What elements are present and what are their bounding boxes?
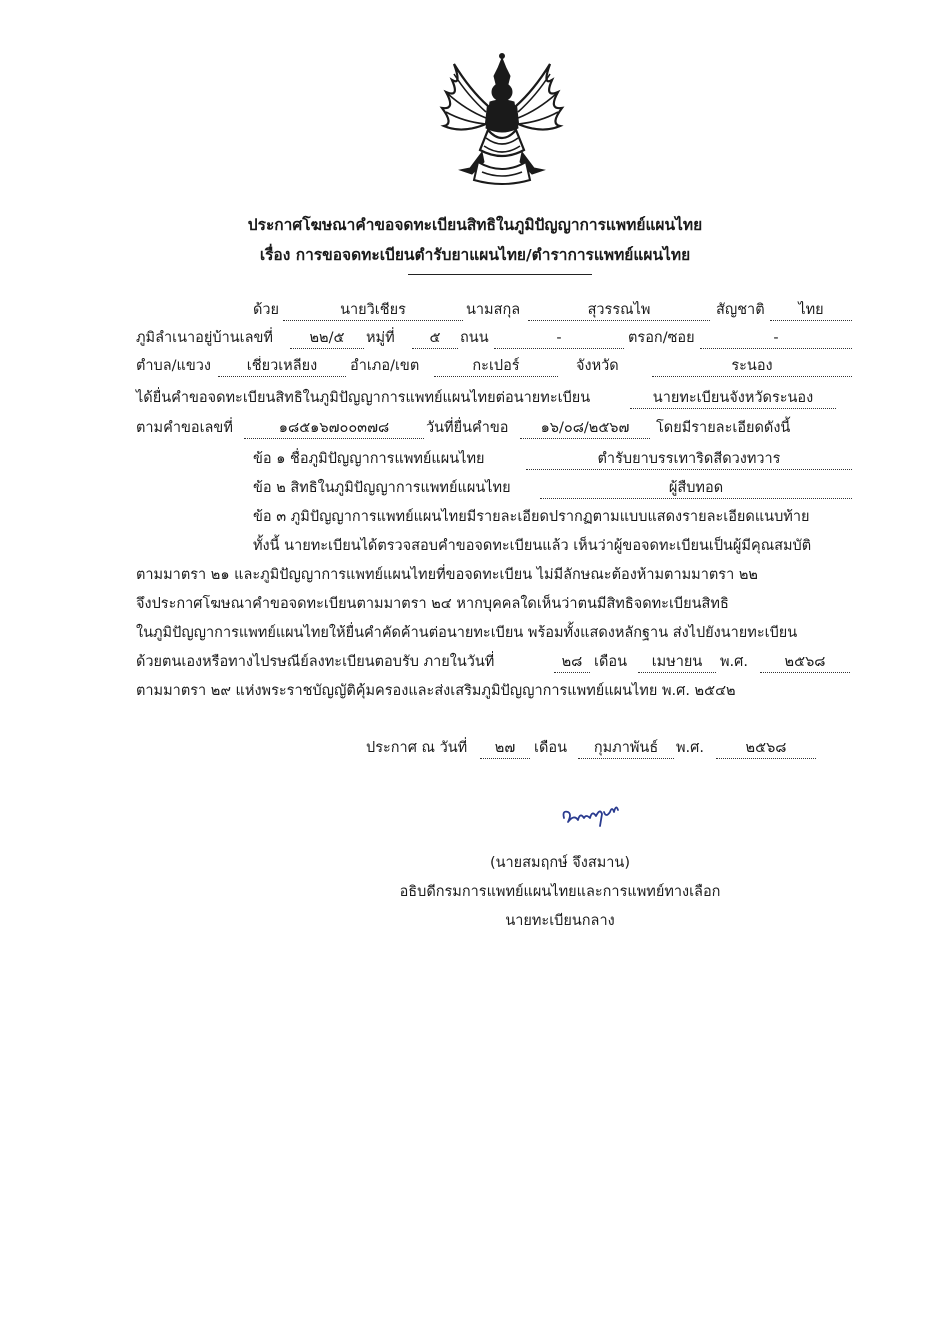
announce-day-field: ๒๗ [480, 738, 530, 759]
district-label: อำเภอ/เขต [350, 358, 420, 374]
deadline-day-field: ๒๘ [554, 652, 590, 673]
registrar-field: นายทะเบียนจังหวัดระนอง [630, 388, 836, 409]
item3-text: ข้อ ๓ ภูมิปัญญาการแพทย์แผนไทยมีรายละเอียดปรากฏตามแบบแสดงรายละเอียดแนบท้าย [253, 509, 810, 525]
subdistrict-label: ตำบล/แขวง [136, 358, 212, 374]
signatory-position: อธิบดีกรมการแพทย์แผนไทยและการแพทย์ทางเลือก [399, 884, 721, 900]
title-underline [408, 274, 592, 275]
body-line-4: ในภูมิปัญญาการแพทย์แผนไทยให้ยื่นคำคัดค้านต่อนายทะเบียน พร้อมทั้งแสดงหลักฐาน ส่งไปยังนายทะเบียน [136, 625, 798, 641]
announcement-title: ประกาศโฆษณาคำขอจดทะเบียนสิทธิในภูมิปัญญาการแพทย์แผนไทย [247, 216, 703, 234]
signatory-name: (นายสมฤกษ์ จึงสมาน) [489, 855, 631, 871]
subdistrict-field: เชี่ยวเหลียง [218, 356, 346, 377]
district-field: กะเปอร์ [434, 356, 558, 377]
soi-label: ตรอก/ซอย [628, 330, 695, 346]
details-text: โดยมีรายละเอียดดังนี้ [656, 420, 791, 436]
announce-month-field: กุมภาพันธ์ [578, 738, 674, 759]
handwritten-signature-icon [560, 800, 622, 832]
request-date-field: ๑๖/๐๘/๒๕๖๗ [520, 418, 650, 439]
item1-label: ข้อ ๑ ชื่อภูมิปัญญาการแพทย์แผนไทย [253, 451, 485, 467]
house-number-field: ๒๒/๕ [290, 328, 364, 349]
announce-year-field: ๒๕๖๘ [716, 738, 816, 759]
applicant-name-field: นายวิเชียร [283, 300, 463, 321]
road-field: - [494, 328, 624, 349]
request-number-field: ๑๘๕๑๖๗๐๐๓๗๘ [244, 418, 424, 439]
request-date-label: วันที่ยื่นคำขอ [426, 420, 509, 436]
province-label: จังหวัด [576, 358, 619, 374]
moo-label: หมู่ที่ [366, 330, 395, 346]
announce-month-label: เดือน [534, 740, 567, 756]
nationality-label: สัญชาติ [716, 302, 765, 318]
house-number-label: ภูมิลำเนาอยู่บ้านเลขที่ [136, 330, 273, 346]
soi-field: - [700, 328, 852, 349]
moo-field: ๕ [412, 328, 458, 349]
province-field: ระนอง [652, 356, 852, 377]
body-line-5: ด้วยตนเองหรือทางไปรษณีย์ลงทะเบียนตอบรับ ภายในวันที่ [136, 654, 495, 670]
body-line-3: จึงประกาศโฆษณาคำขอจดทะเบียนตามมาตรา ๒๔ หากบุคคลใดเห็นว่าตนมีสิทธิจดทะเบียนสิทธิ [136, 596, 729, 612]
body-line-6: ตามมาตรา ๒๙ แห่งพระราชบัญญัติคุ้มครองและส่งเสริมภูมิปัญญาการแพทย์แผนไทย พ.ศ. ๒๕๔๒ [136, 683, 736, 699]
deadline-month-label: เดือน [594, 654, 627, 670]
announcement-subject: เรื่อง การขอจดทะเบียนตำรับยาแผนไทย/ตำราการแพทย์แผนไทย [259, 246, 691, 264]
body-line-2: ตามมาตรา ๒๑ และภูมิปัญญาการแพทย์แผนไทยที่ขอจดทะเบียน ไม่มีลักษณะต้องห้ามตามมาตรา ๒๒ [136, 567, 758, 583]
surname-field: สุวรรณไพ [528, 300, 710, 321]
item1-field: ตำรับยาบรรเทาริดสีดวงทวาร [526, 449, 852, 470]
body-line-1: ทั้งนี้ นายทะเบียนได้ตรวจสอบคำขอจดทะเบียนแล้ว เห็นว่าผู้ขอจดทะเบียนเป็นผู้มีคุณสมบัติ [253, 538, 812, 554]
nationality-field: ไทย [770, 300, 852, 321]
announce-date-label: ประกาศ ณ วันที่ [366, 740, 468, 756]
deadline-year-label: พ.ศ. [720, 654, 748, 670]
announce-year-label: พ.ศ. [676, 740, 704, 756]
road-label: ถนน [460, 330, 489, 346]
by-label: ด้วย [253, 302, 280, 318]
deadline-month-field: เมษายน [638, 652, 716, 673]
signatory-role: นายทะเบียนกลาง [505, 913, 615, 929]
surname-label: นามสกุล [466, 302, 521, 318]
garuda-emblem-icon [432, 50, 572, 188]
item2-field: ผู้สืบทอด [540, 478, 852, 499]
filed-text: ได้ยื่นคำขอจดทะเบียนสิทธิในภูมิปัญญาการแพทย์แผนไทยต่อนายทะเบียน [136, 390, 591, 406]
request-number-label: ตามคำขอเลขที่ [136, 420, 233, 436]
deadline-year-field: ๒๕๖๘ [760, 652, 850, 673]
item2-label: ข้อ ๒ สิทธิในภูมิปัญญาการแพทย์แผนไทย [253, 480, 511, 496]
